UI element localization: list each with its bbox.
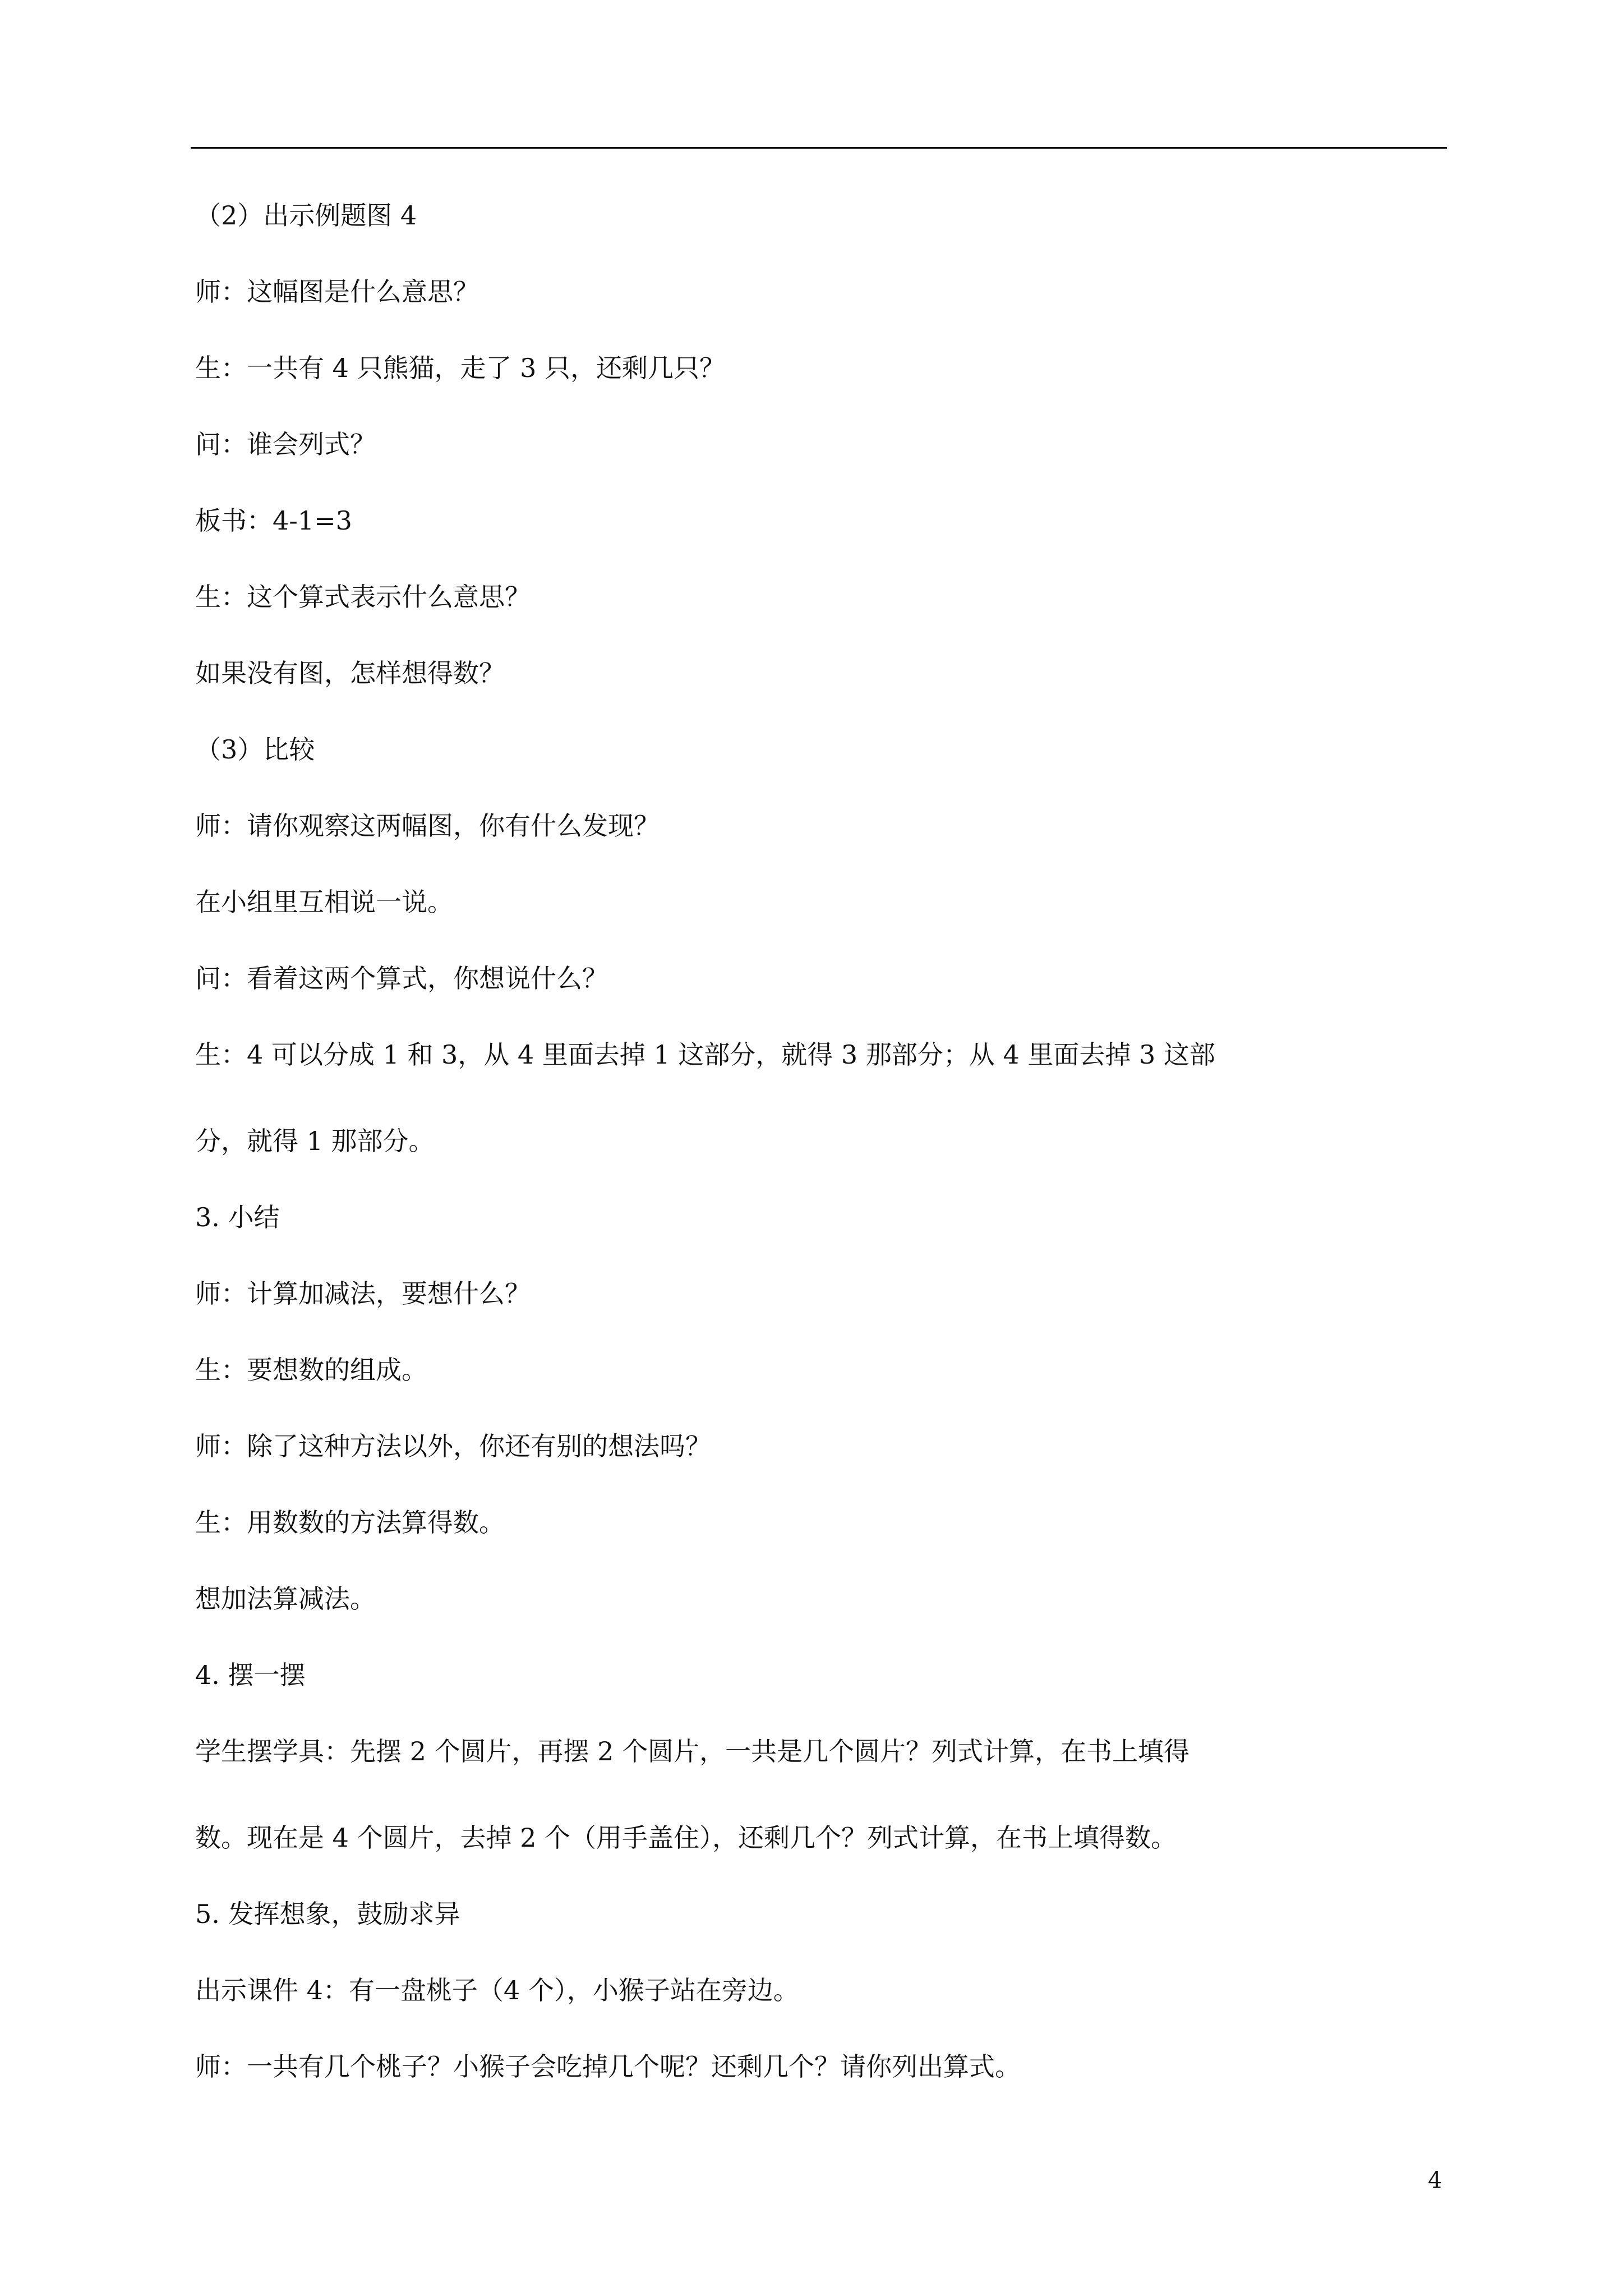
text-line: （3）比较 [195,734,315,765]
text-line: 想加法算减法。 [195,1584,376,1614]
text-line: 生：一共有 4 只熊猫，走了 3 只，还剩几只？ [195,353,726,383]
text-line: 问：看着这两个算式，你想说什么？ [195,963,608,993]
text-line: 生：这个算式表示什么意思？ [195,582,531,612]
text-line: 4. 摆一摆 [195,1660,306,1690]
text-line: 生：要想数的组成。 [195,1355,427,1385]
text-line: 分，就得 1 那部分。 [195,1126,435,1156]
text-line: 出示课件 4：有一盘桃子（4 个），小猴子站在旁边。 [195,1975,799,2005]
text-line: 生：用数数的方法算得数。 [195,1507,505,1538]
text-line: （2）出示例题图 4 [195,200,417,231]
page-number: 4 [1428,2168,1442,2193]
text-line: 师：请你观察这两幅图，你有什么发现？ [195,811,660,841]
text-line: 师：一共有几个桃子？小猴子会吃掉几个呢？还剩几个？请你列出算式。 [195,2051,1021,2082]
text-line: 在小组里互相说一说。 [195,887,453,917]
text-line: 如果没有图，怎样想得数？ [195,658,505,688]
document-body [195,193,1447,2120]
text-line: 板书：4-1=3 [195,505,352,536]
text-line: 3. 小结 [195,1202,280,1232]
header-rule [191,147,1447,149]
text-line: 数。现在是 4 个圆片，去掉 2 个（用手盖住），还剩几个？列式计算，在书上填得数。 [195,1823,1177,1853]
text-line: 学生摆学具：先摆 2 个圆片，再摆 2 个圆片，一共是几个圆片？列式计算，在书上填得 [195,1736,1190,1766]
text-line: 问：谁会列式？ [195,429,376,459]
text-line: 师：除了这种方法以外，你还有别的想法吗？ [195,1431,711,1461]
text-line: 师：计算加减法，要想什么？ [195,1278,531,1309]
text-line: 5. 发挥想象，鼓励求异 [195,1899,460,1929]
text-line: 生：4 可以分成 1 和 3，从 4 里面去掉 1 这部分，就得 3 那部分；从 4 里面去掉 3 这部 [195,1039,1215,1070]
text-line: 师：这幅图是什么意思？ [195,277,479,307]
